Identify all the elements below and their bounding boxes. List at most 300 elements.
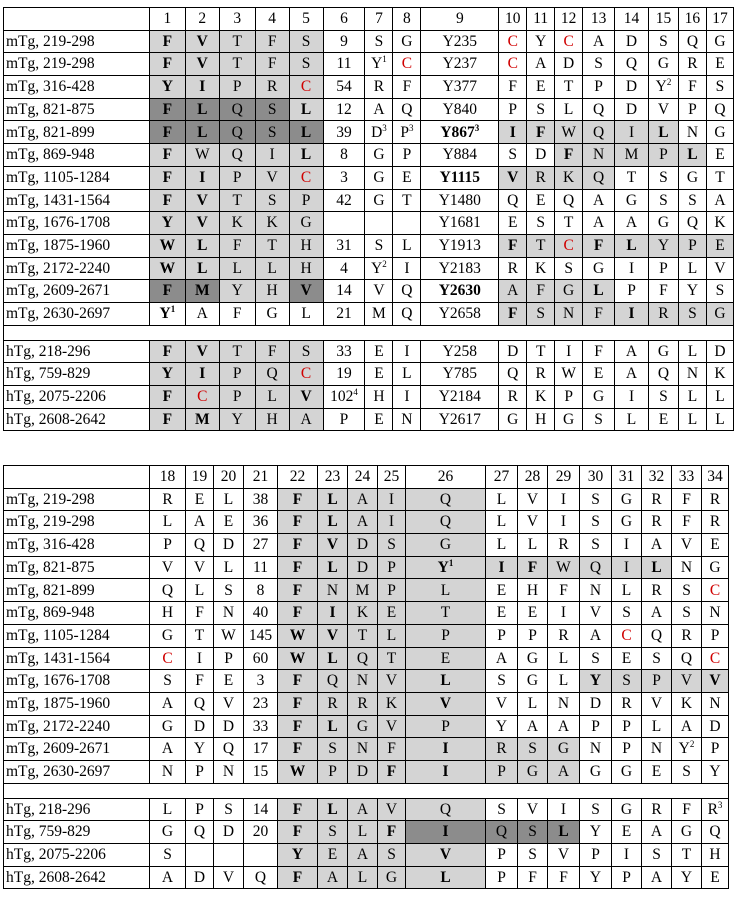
- cell-text: N: [686, 123, 699, 141]
- residue-cell: [406, 647, 486, 670]
- cell-text: S: [528, 740, 537, 758]
- cell-text: A: [592, 32, 605, 50]
- residue-cell: [649, 340, 679, 363]
- table-row: [4, 340, 734, 363]
- residue-cell: [615, 76, 649, 99]
- cell-text: L: [496, 513, 507, 531]
- cell-text: R: [496, 740, 507, 758]
- table-row: [4, 556, 729, 579]
- residue-cell: [615, 234, 649, 257]
- residue-cell: [406, 511, 486, 534]
- cell-text: V: [222, 868, 235, 886]
- residue-cell: [185, 408, 219, 431]
- cell-text: 11: [253, 558, 268, 576]
- residue-cell: [486, 670, 518, 693]
- residue-cell: [186, 534, 214, 557]
- cell-text: F: [162, 123, 173, 141]
- sequence-label: mTg, 219-298: [4, 511, 150, 534]
- residue-cell: [583, 98, 615, 121]
- residue-cell: [702, 670, 729, 693]
- residue-cell: [393, 30, 421, 53]
- residue-cell: [615, 386, 649, 409]
- cell-text: L: [402, 365, 412, 383]
- residue-cell: [615, 280, 649, 303]
- residue-cell: [702, 488, 729, 511]
- residue-cell: [527, 76, 555, 99]
- cell-text: R: [621, 694, 632, 712]
- residue-cell: [642, 488, 672, 511]
- cell-text: A: [193, 513, 206, 531]
- cell-text: A: [356, 490, 369, 508]
- cell-text: S: [591, 490, 600, 508]
- cell-text: D: [589, 694, 602, 712]
- residue-cell: [672, 488, 702, 511]
- table-row: [4, 488, 729, 511]
- residue-cell: [365, 166, 393, 189]
- residue-cell: [318, 602, 348, 625]
- sequence-label: mTg, 821-899: [4, 579, 150, 602]
- residue-cell: [486, 647, 518, 670]
- residue-cell: [642, 738, 672, 761]
- cell-text: V: [557, 846, 570, 864]
- cell-text: I: [404, 259, 410, 277]
- residue-cell: [278, 602, 318, 625]
- cell-text: F: [162, 282, 173, 300]
- residue-cell: [244, 556, 278, 579]
- residue-cell: [244, 624, 278, 647]
- cell-text: S: [387, 536, 396, 554]
- residue-cell: [365, 121, 393, 144]
- cell-text: F: [402, 78, 412, 96]
- residue-cell: [702, 692, 729, 715]
- cell-text: Y867: [440, 123, 475, 141]
- cell-text: E: [715, 236, 725, 254]
- cell-text: I: [623, 558, 630, 576]
- cell-text: N: [222, 763, 235, 781]
- sequence-label: hTg, 218-296: [4, 798, 150, 821]
- cell-text: W: [159, 259, 176, 277]
- cell-text: L: [267, 388, 277, 406]
- cell-text: Y1913: [438, 236, 481, 254]
- cell-text: F: [267, 342, 277, 360]
- cell-text: R: [535, 365, 546, 383]
- group-separator: [4, 783, 729, 798]
- residue-cell: [612, 511, 642, 534]
- residue-cell: [615, 30, 649, 53]
- residue-cell: [702, 556, 729, 579]
- residue-cell: [486, 692, 518, 715]
- residue-cell: [378, 602, 406, 625]
- cell-text: F: [682, 490, 691, 508]
- residue-cell: [518, 760, 548, 783]
- residue-cell: [244, 821, 278, 844]
- residue-cell: [150, 670, 186, 693]
- residue-cell: [149, 280, 185, 303]
- cell-text: Q: [231, 123, 243, 141]
- residue-cell: [555, 386, 583, 409]
- cell-text: L: [496, 536, 507, 554]
- cell-text: A: [196, 305, 208, 323]
- cell-text: L: [527, 694, 538, 712]
- residue-cell: [185, 302, 219, 325]
- residue-cell: [580, 866, 612, 889]
- cell-text: S: [328, 823, 337, 841]
- residue-cell: [255, 189, 289, 212]
- cell-text: Q: [401, 282, 413, 300]
- cell-text: F: [387, 740, 396, 758]
- residue-cell: [348, 844, 378, 867]
- cell-text: 12: [336, 100, 352, 118]
- cell-text: S: [564, 259, 573, 277]
- cell-text: N: [709, 604, 721, 622]
- residue-cell: [642, 602, 672, 625]
- residue-cell: [649, 30, 679, 53]
- cell-text: V: [439, 846, 452, 864]
- residue-cell: [150, 844, 186, 867]
- residue-cell: [612, 866, 642, 889]
- residue-cell: [615, 189, 649, 212]
- residue-cell: [289, 302, 323, 325]
- residue-cell: [583, 363, 615, 386]
- residue-cell: [150, 647, 186, 670]
- sequence-label: mTg, 2630-2697: [4, 760, 150, 783]
- residue-cell: [499, 363, 527, 386]
- cell-text: A: [650, 604, 663, 622]
- cell-text: S: [536, 305, 545, 323]
- cell-text: Q: [231, 100, 243, 118]
- residue-cell: [318, 821, 348, 844]
- residue-cell: [185, 121, 219, 144]
- cell-text: E: [496, 581, 507, 599]
- residue-cell: [186, 602, 214, 625]
- cell-text: T: [535, 342, 546, 360]
- cell-text: C: [300, 78, 312, 96]
- cell-text: I: [623, 846, 630, 864]
- cell-text: G: [266, 305, 278, 323]
- cell-text: W: [556, 558, 571, 576]
- cell-text: P: [232, 365, 242, 383]
- cell-text: N: [557, 694, 570, 712]
- residue-cell: [421, 76, 499, 99]
- cell-text: P: [710, 626, 720, 644]
- residue-cell: [499, 340, 527, 363]
- residue-cell: [702, 821, 729, 844]
- table-row: [4, 715, 729, 738]
- residue-cell: [219, 234, 255, 257]
- residue-cell: [365, 340, 393, 363]
- position-number: 8: [393, 8, 421, 31]
- residue-cell: [185, 166, 219, 189]
- cell-text: F: [292, 694, 303, 712]
- cell-text: C: [300, 365, 312, 383]
- cell-text: Q: [625, 55, 638, 73]
- cell-text: P: [232, 78, 242, 96]
- cell-text: A: [589, 626, 602, 644]
- residue-cell: [289, 386, 323, 409]
- cell-text: T: [232, 342, 242, 360]
- residue-cell: [642, 798, 672, 821]
- residue-cell: [518, 821, 548, 844]
- residue-cell: [706, 280, 733, 303]
- residue-cell: [348, 647, 378, 670]
- residue-cell: [499, 166, 527, 189]
- cell-text: T: [194, 626, 205, 644]
- cell-text: F: [536, 282, 545, 300]
- cell-text: V: [385, 672, 398, 690]
- cell-text: Q: [266, 365, 278, 383]
- residue-cell: [318, 738, 348, 761]
- cell-text: 23: [252, 694, 269, 712]
- cell-text: F: [292, 800, 303, 818]
- residue-cell: [486, 511, 518, 534]
- cell-text: G: [657, 214, 670, 232]
- residue-cell: [555, 212, 583, 235]
- residue-cell: [186, 670, 214, 693]
- cell-text: Y377: [442, 78, 478, 96]
- cell-text: T: [232, 32, 242, 50]
- residue-cell: [527, 30, 555, 53]
- cell-text: N: [401, 410, 413, 428]
- cell-text: L: [267, 259, 277, 277]
- cell-text: V: [196, 342, 208, 360]
- residue-cell: [214, 534, 244, 557]
- table-row: [4, 30, 734, 53]
- cell-text: F: [593, 236, 604, 254]
- residue-cell: [365, 234, 393, 257]
- residue-cell: [580, 738, 612, 761]
- cell-text: L: [687, 146, 698, 164]
- cell-text: Q: [193, 536, 206, 554]
- cell-text: Q: [222, 740, 235, 758]
- group-separator-row: [4, 325, 734, 340]
- cell-text: N: [650, 740, 663, 758]
- residue-cell: [150, 488, 186, 511]
- cell-text: 19: [336, 365, 352, 383]
- residue-cell: [378, 488, 406, 511]
- residue-cell: [323, 234, 365, 257]
- cell-text: Q: [231, 146, 243, 164]
- residue-cell: [499, 53, 527, 76]
- residue-cell: [323, 53, 365, 76]
- cell-text: L: [197, 236, 208, 254]
- cell-text: D: [193, 868, 206, 886]
- cell-text: S: [497, 672, 506, 690]
- table-row: [4, 511, 729, 534]
- residue-cell: [185, 340, 219, 363]
- residue-cell: [255, 30, 289, 53]
- residue-cell: [649, 98, 679, 121]
- cell-text: A: [650, 536, 663, 554]
- residue-cell: [527, 257, 555, 280]
- footnote-marker: 2: [666, 77, 672, 88]
- residue-cell: [499, 408, 527, 431]
- residue-cell: [323, 363, 365, 386]
- cell-text: P: [441, 717, 450, 735]
- sequence-label: hTg, 2608-2642: [4, 408, 150, 431]
- cell-text: G: [300, 214, 312, 232]
- cell-text: N: [709, 694, 721, 712]
- residue-cell: [150, 715, 186, 738]
- cell-text: D: [356, 558, 369, 576]
- residue-cell: [580, 670, 612, 693]
- residue-cell: [365, 189, 393, 212]
- residue-cell: [678, 189, 706, 212]
- residue-cell: [518, 534, 548, 557]
- cell-text: S: [267, 191, 277, 209]
- residue-cell: [323, 166, 365, 189]
- cell-text: G: [161, 717, 174, 735]
- cell-text: K: [680, 694, 693, 712]
- cell-text: I: [628, 123, 635, 141]
- cell-text: I: [388, 490, 395, 508]
- residue-cell: [185, 53, 219, 76]
- residue-cell: [255, 257, 289, 280]
- cell-text: A: [592, 214, 605, 232]
- residue-cell: [672, 556, 702, 579]
- cell-text: E: [386, 604, 397, 622]
- residue-cell: [527, 234, 555, 257]
- cell-text: S: [267, 123, 277, 141]
- residue-cell: [548, 534, 580, 557]
- cell-text: L: [651, 558, 662, 576]
- residue-cell: [255, 280, 289, 303]
- cell-text: I: [498, 558, 505, 576]
- residue-cell: [348, 715, 378, 738]
- residue-cell: [378, 760, 406, 783]
- residue-cell: [499, 144, 527, 167]
- residue-cell: [323, 340, 365, 363]
- residue-cell: [499, 234, 527, 257]
- residue-cell: [706, 408, 733, 431]
- residue-cell: [219, 363, 255, 386]
- residue-cell: [278, 624, 318, 647]
- cell-text: Y: [657, 236, 670, 254]
- residue-cell: [672, 821, 702, 844]
- residue-cell: [527, 98, 555, 121]
- table-row: [4, 166, 734, 189]
- residue-cell: [527, 302, 555, 325]
- cell-text: F: [386, 823, 397, 841]
- cell-text: F: [508, 305, 518, 323]
- cell-text: A: [714, 191, 726, 209]
- residue-cell: [214, 866, 244, 889]
- sequence-label: mTg, 219-298: [4, 53, 150, 76]
- residue-cell: [706, 76, 733, 99]
- residue-cell: [649, 408, 679, 431]
- cell-text: Y: [231, 282, 243, 300]
- residue-cell: [255, 408, 289, 431]
- table-row: [4, 212, 734, 235]
- residue-cell: [672, 534, 702, 557]
- cell-text: Y: [161, 214, 173, 232]
- residue-cell: [612, 760, 642, 783]
- residue-cell: [278, 798, 318, 821]
- cell-text: L: [658, 123, 669, 141]
- residue-cell: [348, 511, 378, 534]
- cell-text: T: [563, 214, 574, 232]
- cell-text: A: [373, 100, 385, 118]
- cell-text: H: [300, 236, 312, 254]
- position-number: 32: [642, 466, 672, 489]
- residue-cell: [186, 866, 214, 889]
- cell-text: Y: [589, 868, 602, 886]
- cell-text: L: [621, 581, 632, 599]
- position-header-row: [4, 466, 729, 489]
- cell-text: L: [223, 490, 234, 508]
- residue-cell: [499, 189, 527, 212]
- residue-cell: [548, 738, 580, 761]
- residue-cell: [365, 53, 393, 76]
- residue-cell: [244, 798, 278, 821]
- cell-text: D: [356, 763, 369, 781]
- cell-text: L: [563, 100, 574, 118]
- residue-cell: [555, 98, 583, 121]
- residue-cell: [255, 363, 289, 386]
- residue-cell: [289, 121, 323, 144]
- residue-cell: [706, 53, 733, 76]
- cell-text: K: [535, 259, 547, 277]
- residue-cell: [219, 302, 255, 325]
- position-number: 19: [186, 466, 214, 489]
- cell-text: F: [528, 868, 537, 886]
- cell-text: Y: [161, 78, 173, 96]
- cell-text: T: [386, 649, 397, 667]
- cell-text: V: [714, 259, 726, 277]
- residue-cell: [548, 511, 580, 534]
- residue-cell: [214, 821, 244, 844]
- cell-text: F: [508, 236, 518, 254]
- cell-text: V: [526, 800, 539, 818]
- cell-text: Q: [326, 672, 339, 690]
- residue-cell: [678, 408, 706, 431]
- cell-text: P: [301, 191, 311, 209]
- residue-cell: [255, 340, 289, 363]
- residue-cell: [149, 340, 185, 363]
- sequence-label: mTg, 1676-1708: [4, 670, 150, 693]
- position-number: 26: [406, 466, 486, 489]
- cell-text: G: [714, 32, 726, 50]
- cell-text: F: [682, 800, 691, 818]
- residue-cell: [214, 556, 244, 579]
- cell-text: Q: [401, 305, 413, 323]
- cell-text: Y2617: [438, 410, 481, 428]
- cell-text: Q: [401, 100, 413, 118]
- residue-cell: [365, 280, 393, 303]
- residue-cell: [406, 488, 486, 511]
- cell-text: Y840: [442, 100, 478, 118]
- residue-cell: [214, 602, 244, 625]
- cell-text: L: [687, 259, 698, 277]
- cell-text: 21: [336, 305, 352, 323]
- residue-cell: [672, 866, 702, 889]
- residue-cell: [499, 257, 527, 280]
- residue-cell: [486, 760, 518, 783]
- cell-text: E: [496, 604, 507, 622]
- residue-cell: [555, 257, 583, 280]
- cell-text: N: [356, 740, 369, 758]
- residue-cell: [583, 53, 615, 76]
- cell-text: C: [401, 55, 413, 73]
- cell-text: G: [620, 490, 633, 508]
- cell-text: V: [196, 191, 208, 209]
- cell-text: G: [657, 55, 670, 73]
- residue-cell: [421, 212, 499, 235]
- sequence-label: mTg, 1431-1564: [4, 647, 150, 670]
- residue-cell: [702, 738, 729, 761]
- residue-cell: [378, 670, 406, 693]
- table-row: [4, 738, 729, 761]
- cell-text: Y: [371, 55, 383, 73]
